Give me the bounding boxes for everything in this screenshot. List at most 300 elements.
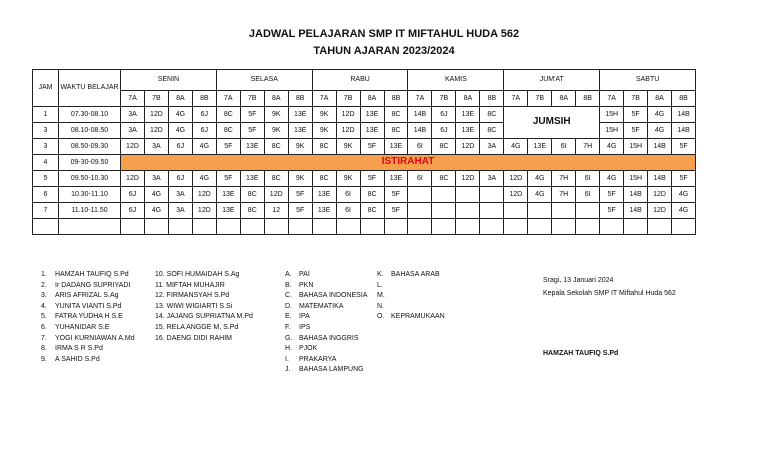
- list-item: [285, 270, 367, 281]
- schedule-cell: 9K: [312, 123, 336, 139]
- schedule-cell: [528, 203, 552, 219]
- schedule-cell: 14B: [648, 139, 672, 155]
- header-day: SABTU: [600, 70, 696, 91]
- schedule-cell: 8C: [432, 139, 456, 155]
- schedule-cell: 4G: [528, 187, 552, 203]
- schedule-cell: [360, 219, 384, 235]
- schedule-cell: 13E: [360, 123, 384, 139]
- schedule-cell: 7H: [552, 187, 576, 203]
- schedule-cell: 5F: [240, 107, 264, 123]
- list-item-number: C.: [285, 292, 292, 300]
- header-class: 8B: [384, 91, 408, 107]
- list-item: 12. FIRMANSYAH S.Pd: [155, 292, 230, 300]
- list-item-number: 3.: [41, 292, 47, 300]
- list-item: [41, 334, 135, 345]
- list-item: [377, 281, 445, 292]
- schedule-cell: 13E: [528, 139, 552, 155]
- list-item: [41, 355, 135, 366]
- list-item-number: B.: [285, 281, 292, 289]
- list-item-number: L.: [377, 281, 383, 289]
- schedule-cell: 3A: [144, 139, 168, 155]
- schedule-cell: 12D: [192, 203, 216, 219]
- schedule-cell: 12D: [456, 171, 480, 187]
- list-item-number: H.: [285, 345, 292, 353]
- list-item: 16. DAENG DIDI RAHIM: [155, 334, 233, 342]
- schedule-cell: [144, 219, 168, 235]
- list-item-name: IPS: [299, 323, 311, 331]
- header-class: 7B: [144, 91, 168, 107]
- list-item: [377, 291, 445, 302]
- list-item: [377, 312, 445, 323]
- schedule-cell: [504, 219, 528, 235]
- header-day: JUM'AT: [504, 70, 600, 91]
- list-item: 15. RELA ANGGE M, S.Pd: [155, 323, 239, 331]
- schedule-cell: 6I: [408, 171, 432, 187]
- cell-jam: 7: [33, 203, 59, 219]
- schedule-cell: [480, 219, 504, 235]
- cell-waktu: 09-30-09.50: [59, 155, 121, 171]
- table-row: [33, 203, 696, 219]
- schedule-cell: 8C: [216, 123, 240, 139]
- list-item-name: BAHASA LAMPUNG: [299, 366, 364, 374]
- list-item: [41, 281, 135, 292]
- schedule-cell: 8C: [360, 187, 384, 203]
- schedule-cell: [672, 219, 696, 235]
- header-class: 7B: [528, 91, 552, 107]
- schedule-cell: 3A: [480, 171, 504, 187]
- schedule-cell: 6I: [408, 139, 432, 155]
- schedule-cell: [432, 219, 456, 235]
- schedule-cell: 6J: [192, 107, 216, 123]
- schedule-cell: 8C: [432, 171, 456, 187]
- schedule-cell: 8C: [216, 107, 240, 123]
- schedule-cell: 13E: [456, 123, 480, 139]
- list-item: 13. WIWI WIGIARTI S.Si: [155, 302, 233, 310]
- cell-jam: 6: [33, 187, 59, 203]
- cell-jam: 4: [33, 155, 59, 171]
- schedule-cell: 12D: [264, 187, 288, 203]
- schedule-cell: 5F: [624, 123, 648, 139]
- schedule-cell: 12D: [121, 139, 145, 155]
- cell-jam: 5: [33, 171, 59, 187]
- table-row: [33, 139, 696, 155]
- list-item-number: N.: [377, 302, 384, 310]
- header-class: 7A: [504, 91, 528, 107]
- schedule-cell: 6J: [121, 187, 145, 203]
- header-class: 7A: [216, 91, 240, 107]
- schedule-cell: 13E: [312, 203, 336, 219]
- schedule-cell: [576, 203, 600, 219]
- schedule-cell: [504, 203, 528, 219]
- list-item-name: Ir DADANG SUPRIYADI: [55, 281, 131, 289]
- list-item: [41, 291, 135, 302]
- list-item: 14. JAJANG SUPRIATNA M.Pd: [155, 313, 253, 321]
- schedule-cell: 5F: [360, 171, 384, 187]
- schedule-cell: 6J: [192, 123, 216, 139]
- cell-waktu: 08.50-09.30: [59, 139, 121, 155]
- schedule-cell: 15H: [624, 139, 648, 155]
- list-item-name: FATRA YUDHA H S.E: [55, 313, 123, 321]
- table-row: [33, 107, 696, 123]
- schedule-cell: 8C: [264, 139, 288, 155]
- schedule-cell: [552, 203, 576, 219]
- schedule-cell: 9K: [264, 123, 288, 139]
- schedule-cell: 12: [264, 203, 288, 219]
- schedule-cell: 15H: [600, 107, 624, 123]
- schedule-cell: [408, 219, 432, 235]
- list-item-number: O.: [377, 313, 385, 321]
- list-item: [285, 344, 367, 355]
- list-item-number: G.: [285, 334, 293, 342]
- schedule-cell: 4G: [168, 107, 192, 123]
- list-item-name: PJOK: [299, 345, 318, 353]
- header-class: 8A: [360, 91, 384, 107]
- schedule-cell: 3A: [121, 107, 145, 123]
- header-class: 7A: [600, 91, 624, 107]
- schedule-cell: [384, 219, 408, 235]
- schedule-cell: [408, 187, 432, 203]
- schedule-cell: 5F: [240, 123, 264, 139]
- schedule-cell: 5F: [360, 139, 384, 155]
- list-item-number: 8.: [41, 345, 47, 353]
- subject-list-1: [285, 270, 367, 376]
- header-class: 7A: [121, 91, 145, 107]
- schedule-cell: 5F: [624, 107, 648, 123]
- list-item-name: BAHASA INDONESIA: [299, 292, 368, 300]
- list-item-name: YUHANIDAR S.E: [55, 323, 110, 331]
- list-item-number: M.: [377, 292, 385, 300]
- schedule-cell: 3A: [168, 203, 192, 219]
- schedule-cell: 6I: [576, 187, 600, 203]
- signature-name: HAMZAH TAUFIQ S.Pd: [543, 350, 619, 357]
- schedule-cell: 5F: [288, 203, 312, 219]
- schedule-cell: [121, 219, 145, 235]
- schedule-cell: 6I: [336, 203, 360, 219]
- list-item-name: PAI: [299, 271, 310, 278]
- schedule-cell: 6I: [552, 139, 576, 155]
- cell-jam: 3: [33, 139, 59, 155]
- schedule-cell: 12D: [144, 107, 168, 123]
- schedule-cell: 5F: [216, 139, 240, 155]
- schedule-cell: 9K: [336, 139, 360, 155]
- schedule-cell: 6J: [168, 171, 192, 187]
- list-item-number: I.: [285, 355, 289, 363]
- header-day: RABU: [312, 70, 408, 91]
- schedule-cell: 12D: [121, 171, 145, 187]
- schedule-cell: 8C: [240, 187, 264, 203]
- header-waktu: WAKTU BELAJAR: [59, 70, 121, 107]
- list-item-number: 5.: [41, 313, 47, 321]
- schedule-cell: 8C: [264, 171, 288, 187]
- schedule-cell: 13E: [456, 107, 480, 123]
- schedule-cell: 6I: [336, 187, 360, 203]
- schedule-cell: [624, 219, 648, 235]
- schedule-cell: [216, 219, 240, 235]
- schedule-cell: [480, 187, 504, 203]
- schedule-cell: 5F: [384, 203, 408, 219]
- schedule-cell: 13E: [240, 139, 264, 155]
- header-class: 7B: [240, 91, 264, 107]
- schedule-cell: [480, 203, 504, 219]
- list-item-number: D.: [285, 302, 292, 310]
- schedule-cell: 13E: [216, 203, 240, 219]
- schedule-cell: 4G: [648, 107, 672, 123]
- schedule-cell: [528, 219, 552, 235]
- schedule-cell: 6J: [432, 107, 456, 123]
- schedule-cell: 13E: [288, 107, 312, 123]
- break-cell: ISTIRAHAT: [121, 155, 696, 171]
- list-item: [285, 323, 367, 334]
- schedule-cell: [264, 219, 288, 235]
- schedule-cell: 13E: [216, 187, 240, 203]
- schedule-cell: 9K: [264, 107, 288, 123]
- schedule-cell: 13E: [360, 107, 384, 123]
- schedule-cell: 7H: [552, 171, 576, 187]
- list-item: [377, 270, 445, 281]
- schedule-cell: 8C: [240, 203, 264, 219]
- list-item-name: YUNITA VIANTI S.Pd: [55, 302, 122, 310]
- schedule-cell: 13E: [288, 123, 312, 139]
- schedule-cell: 4G: [192, 171, 216, 187]
- cell-jam: 3: [33, 123, 59, 139]
- cell-jam: [33, 219, 59, 235]
- list-item-number: 6.: [41, 323, 47, 331]
- schedule-cell: 8C: [384, 107, 408, 123]
- schedule-cell: [168, 219, 192, 235]
- schedule-cell: 4G: [528, 171, 552, 187]
- schedule-cell: 5F: [672, 139, 696, 155]
- subject-list-2: [377, 270, 445, 323]
- cell-waktu: 08.10-08.50: [59, 123, 121, 139]
- schedule-cell: [288, 219, 312, 235]
- header-class: 8B: [480, 91, 504, 107]
- list-item: [377, 302, 445, 313]
- list-item-name: YOGI KURNIAWAN A.Md: [55, 334, 135, 342]
- header-class: 7B: [624, 91, 648, 107]
- schedule-cell: 4G: [504, 139, 528, 155]
- schedule-cell: 14B: [672, 107, 696, 123]
- schedule-cell: 15H: [600, 123, 624, 139]
- schedule-cell: 5F: [672, 171, 696, 187]
- schedule-cell: 12D: [336, 107, 360, 123]
- header-day: KAMIS: [408, 70, 504, 91]
- schedule-cell: 4G: [168, 123, 192, 139]
- cell-jam: 1: [33, 107, 59, 123]
- schedule-cell: 14B: [648, 171, 672, 187]
- header-day: SELASA: [216, 70, 312, 91]
- list-item: [41, 344, 135, 355]
- schedule-cell: [600, 219, 624, 235]
- cell-waktu: 09.50-10.30: [59, 171, 121, 187]
- header-class: 8B: [672, 91, 696, 107]
- header-class: 7A: [312, 91, 336, 107]
- schedule-cell: 4G: [672, 187, 696, 203]
- schedule-cell: 13E: [384, 139, 408, 155]
- list-item-number: K.: [377, 271, 384, 278]
- list-item: [285, 302, 367, 313]
- list-item-name: BAHASA INGGRIS: [299, 334, 359, 342]
- schedule-cell: 9K: [288, 171, 312, 187]
- schedule-cell: 3A: [480, 139, 504, 155]
- list-item-name: A SAHID S.Pd: [55, 355, 100, 363]
- table-row: [33, 219, 696, 235]
- header-class: 7B: [336, 91, 360, 107]
- schedule-cell: 4G: [144, 187, 168, 203]
- header-class: 8A: [456, 91, 480, 107]
- schedule-cell: 8C: [480, 123, 504, 139]
- schedule-cell: [312, 219, 336, 235]
- schedule-cell: 8C: [360, 203, 384, 219]
- table-row: [33, 171, 696, 187]
- cell-waktu: [59, 219, 121, 235]
- schedule-cell: 8C: [312, 171, 336, 187]
- list-item: 10. SOFI HUMAIDAH S.Ag: [155, 271, 240, 278]
- list-item-name: ARIS AFRIZAL S.Ag: [55, 292, 119, 300]
- schedule-cell: 14B: [408, 107, 432, 123]
- header-jam: JAM: [33, 70, 59, 107]
- table-row: [33, 155, 696, 171]
- header-row-classes: [33, 91, 696, 107]
- schedule-cell: 14B: [624, 187, 648, 203]
- schedule-cell: 3A: [168, 187, 192, 203]
- schedule-cell: 15H: [624, 171, 648, 187]
- header-row-days: [33, 70, 696, 91]
- schedule-cell: 5F: [384, 187, 408, 203]
- schedule-cell: 8C: [384, 123, 408, 139]
- list-item: [285, 334, 367, 345]
- cell-waktu: 11.10-11.50: [59, 203, 121, 219]
- header-class: 7B: [432, 91, 456, 107]
- schedule-cell: 13E: [384, 171, 408, 187]
- schedule-cell: [432, 203, 456, 219]
- jumsih-cell: JUMSIH: [504, 107, 600, 139]
- schedule-cell: 5F: [288, 187, 312, 203]
- schedule-cell: 6I: [576, 171, 600, 187]
- list-item-name: IRMA S R S.Pd: [55, 345, 103, 353]
- schedule-cell: 12D: [648, 187, 672, 203]
- list-item-name: HAMZAH TAUFIQ S.Pd: [55, 271, 129, 278]
- list-item-name: MATEMATIKA: [299, 302, 344, 310]
- schedule-cell: 5F: [600, 187, 624, 203]
- schedule-cell: 14B: [624, 203, 648, 219]
- schedule-cell: 6J: [432, 123, 456, 139]
- schedule-cell: 12D: [648, 203, 672, 219]
- schedule-cell: [336, 219, 360, 235]
- schedule-cell: [456, 187, 480, 203]
- list-item: [285, 355, 367, 366]
- schedule-cell: 5F: [600, 203, 624, 219]
- list-item-number: 9.: [41, 355, 47, 363]
- header-class: 8B: [576, 91, 600, 107]
- signature-place-date: Sragi, 13 Januari 2024: [543, 277, 614, 284]
- header-day: SENIN: [121, 70, 217, 91]
- cell-waktu: 07.30-08.10: [59, 107, 121, 123]
- header-class: 8B: [192, 91, 216, 107]
- schedule-cell: [576, 219, 600, 235]
- list-item: [41, 302, 135, 313]
- schedule-cell: 3A: [144, 171, 168, 187]
- list-item-name: IPA: [299, 313, 310, 321]
- schedule-cell: 13E: [312, 187, 336, 203]
- schedule-cell: [408, 203, 432, 219]
- schedule-cell: 4G: [672, 203, 696, 219]
- list-item-name: PKN: [299, 281, 314, 289]
- teacher-list-1: [41, 270, 135, 365]
- schedule-cell: 12D: [144, 123, 168, 139]
- schedule-cell: 5F: [216, 171, 240, 187]
- schedule-cell: 4G: [192, 139, 216, 155]
- schedule-cell: [552, 219, 576, 235]
- list-item: [41, 312, 135, 323]
- list-item-number: 7.: [41, 334, 47, 342]
- schedule-cell: 9K: [312, 107, 336, 123]
- schedule-cell: 8C: [312, 139, 336, 155]
- schedule-cell: [456, 203, 480, 219]
- schedule-cell: [648, 219, 672, 235]
- schedule-cell: 12D: [192, 187, 216, 203]
- schedule-cell: 6J: [168, 139, 192, 155]
- cell-waktu: 10.30-11.10: [59, 187, 121, 203]
- list-item-number: 4.: [41, 302, 47, 310]
- list-item: 11. MIFTAH MUHAJIR: [155, 281, 225, 289]
- header-class: 8B: [288, 91, 312, 107]
- list-item-name: BAHASA ARAB: [391, 271, 440, 278]
- list-item-number: A.: [285, 271, 292, 278]
- list-item: [285, 312, 367, 323]
- list-item-number: 1.: [41, 271, 47, 278]
- list-item: [285, 365, 367, 376]
- schedule-cell: 9K: [336, 171, 360, 187]
- header-class: 7A: [408, 91, 432, 107]
- schedule-cell: 4G: [600, 171, 624, 187]
- schedule-cell: 4G: [648, 123, 672, 139]
- header-class: 8A: [168, 91, 192, 107]
- schedule-cell: [192, 219, 216, 235]
- schedule-cell: 6J: [121, 203, 145, 219]
- list-item-number: J.: [285, 366, 291, 374]
- schedule-cell: 12D: [504, 187, 528, 203]
- list-item-number: 2.: [41, 281, 47, 289]
- signature-position: Kepala Sekolah SMP IT Miftahul Huda 562: [543, 290, 676, 297]
- schedule-cell: 14B: [672, 123, 696, 139]
- list-item: [285, 281, 367, 292]
- list-item-number: E.: [285, 313, 292, 321]
- teacher-list-2: [155, 270, 253, 344]
- list-item: [41, 323, 135, 334]
- schedule-cell: 12D: [336, 123, 360, 139]
- header-class: 8A: [552, 91, 576, 107]
- schedule-cell: 14B: [408, 123, 432, 139]
- document-subtitle: TAHUN AJARAN 2023/2024: [313, 45, 455, 57]
- schedule-cell: 7H: [576, 139, 600, 155]
- schedule-cell: [432, 187, 456, 203]
- header-class: 8A: [264, 91, 288, 107]
- header-class: 8A: [648, 91, 672, 107]
- list-item-name: KEPRAMUKAAN: [391, 313, 445, 321]
- schedule-cell: [456, 219, 480, 235]
- schedule-cell: 13E: [240, 171, 264, 187]
- schedule-cell: 8C: [480, 107, 504, 123]
- list-item: [41, 270, 135, 281]
- schedule-table: [32, 69, 696, 235]
- list-item-name: PRAKARYA: [299, 355, 337, 363]
- schedule-cell: 12D: [456, 139, 480, 155]
- schedule-cell: [240, 219, 264, 235]
- schedule-cell: 9K: [288, 139, 312, 155]
- schedule-cell: 4G: [600, 139, 624, 155]
- list-item: [285, 291, 367, 302]
- document-title: JADWAL PELAJARAN SMP IT MIFTAHUL HUDA 562: [248, 28, 520, 40]
